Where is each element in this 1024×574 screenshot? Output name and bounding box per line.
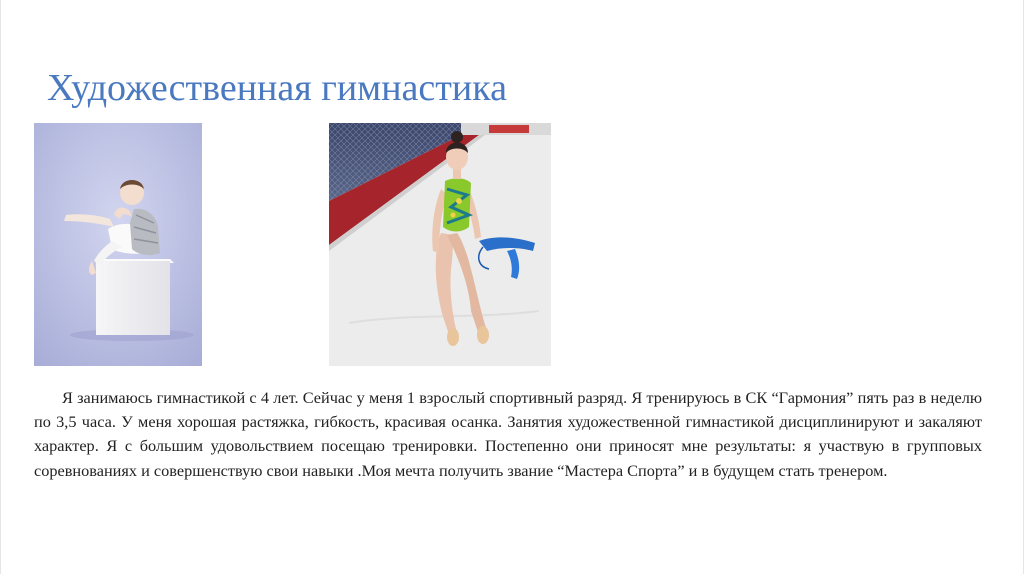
- description-paragraph: Я занимаюсь гимнастикой с 4 лет. Сейчас у меня 1 взрослый спортивный разряд. Я тренируюсь в СК “Гармония” пять раз в неделю по 3,5 часа. У меня хорошая растяжка, гибкость, красивая осанка. Занятия художественной гимнастикой дисциплинируют и закаляют характер. Я с большим удовольствием посещаю тренировки. Постепенно они приносят мне результаты: я участвую в групповых соревнованиях и совершенствую свои навыки .Моя мечта получить звание “Мастера Спорта” и в будущем стать тренером.: [34, 388, 982, 480]
- gymnast-on-cube-photo: [34, 123, 202, 366]
- gymnast-on-floor-photo: [329, 123, 551, 366]
- slide-title: Художественная гимнастика: [47, 67, 507, 109]
